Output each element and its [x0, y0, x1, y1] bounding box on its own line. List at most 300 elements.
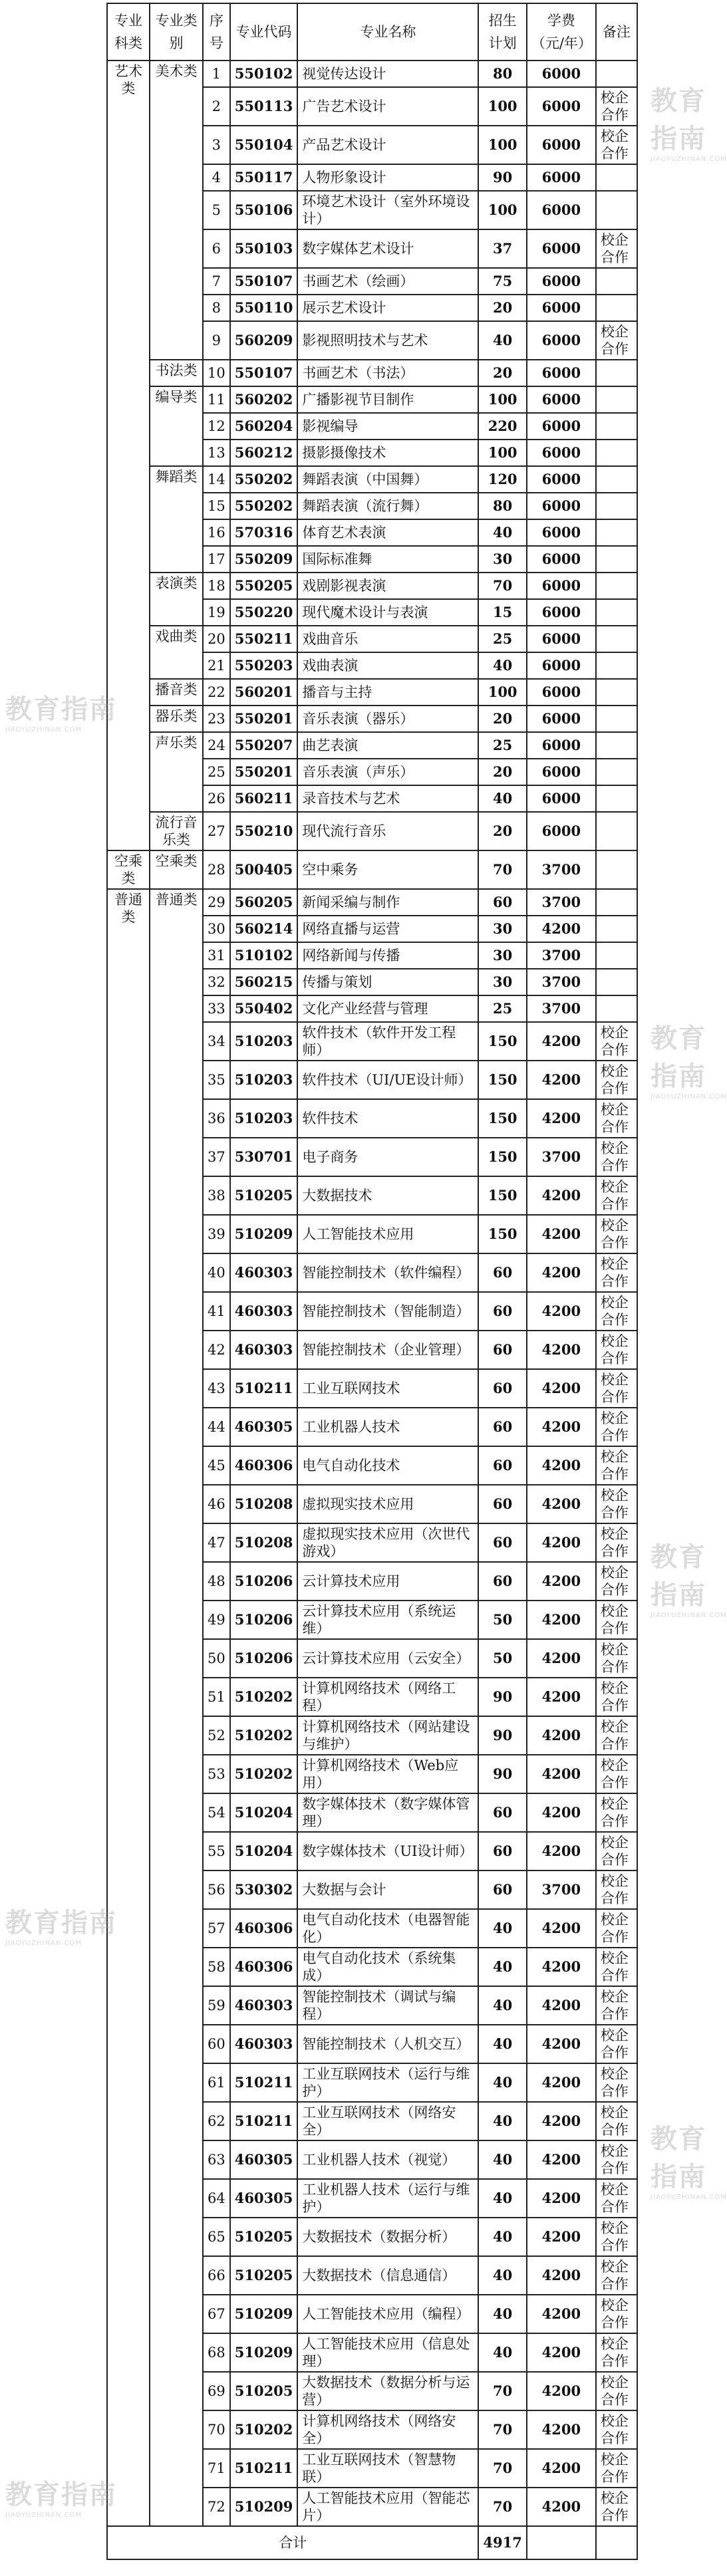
note-cell: 校企合作 — [596, 1138, 637, 1176]
fee-cell: 4200 — [527, 2140, 596, 2179]
major-class-cell: 空乘类 — [107, 850, 150, 889]
header-row — [107, 3, 637, 61]
fee-cell: 6000 — [527, 706, 596, 732]
name-cell: 录音技术与艺术 — [297, 785, 478, 812]
code-cell: 510206 — [230, 1639, 298, 1678]
code-cell: 510205 — [230, 2218, 298, 2256]
code-cell: 530302 — [230, 1870, 298, 1909]
table-row — [107, 573, 637, 599]
seq-cell: 53 — [203, 1755, 230, 1793]
note-cell — [596, 493, 637, 519]
code-cell: 550207 — [230, 732, 298, 759]
quota-cell: 40 — [478, 2256, 526, 2295]
fee-cell: 3700 — [527, 942, 596, 969]
note-cell: 校企合作 — [596, 1948, 637, 1986]
admissions-plan-table — [106, 3, 638, 2560]
total-row — [107, 2526, 637, 2559]
fee-cell: 4200 — [527, 1639, 596, 1678]
code-cell: 510208 — [230, 1485, 298, 1523]
quota-cell: 90 — [478, 1678, 526, 1716]
code-cell: 460303 — [230, 2025, 298, 2063]
name-cell: 戏剧影视表演 — [297, 573, 478, 599]
name-cell: 网络新闻与传播 — [297, 942, 478, 969]
note-cell: 校企合作 — [596, 1793, 637, 1832]
name-cell: 工业机器人技术（视觉） — [297, 2140, 478, 2179]
name-cell: 数字媒体技术（UI设计师） — [297, 1832, 478, 1870]
quota-cell: 30 — [478, 942, 526, 969]
code-cell: 560215 — [230, 969, 298, 995]
note-cell — [596, 759, 637, 785]
fee-cell: 4200 — [527, 1678, 596, 1716]
code-cell: 560202 — [230, 386, 298, 413]
seq-cell: 24 — [203, 732, 230, 759]
fee-cell: 4200 — [527, 1986, 596, 2025]
table-row — [107, 732, 637, 759]
fee-cell: 4200 — [527, 1369, 596, 1408]
quota-cell: 60 — [478, 889, 526, 916]
note-cell: 校企合作 — [596, 1832, 637, 1870]
note-cell: 校企合作 — [596, 2179, 637, 2218]
code-cell: 510205 — [230, 2256, 298, 2295]
note-cell: 校企合作 — [596, 2295, 637, 2333]
note-cell: 校企合作 — [596, 1870, 637, 1909]
seq-cell: 61 — [203, 2063, 230, 2102]
name-cell: 智能控制技术（智能制造） — [297, 1292, 478, 1331]
note-cell: 校企合作 — [596, 1562, 637, 1601]
code-cell: 550202 — [230, 466, 298, 493]
header-quota: 招生计划 — [478, 3, 526, 61]
note-cell: 校企合作 — [596, 2333, 637, 2372]
name-cell: 大数据技术（信息通信） — [297, 2256, 478, 2295]
seq-cell: 45 — [203, 1446, 230, 1485]
fee-cell: 4200 — [527, 1022, 596, 1061]
name-cell: 软件技术（UI/UE设计师） — [297, 1061, 478, 1099]
quota-cell: 60 — [478, 1485, 526, 1523]
code-cell: 560209 — [230, 321, 298, 360]
note-cell — [596, 679, 637, 706]
code-cell: 510203 — [230, 1061, 298, 1099]
name-cell: 大数据与会计 — [297, 1870, 478, 1909]
seq-cell: 34 — [203, 1022, 230, 1061]
name-cell: 书画艺术（绘画） — [297, 268, 478, 295]
name-cell: 现代流行音乐 — [297, 812, 478, 850]
quota-cell: 70 — [478, 2410, 526, 2449]
table-row — [107, 626, 637, 652]
watermark: 教育指南 JIAOYUZHINAN.COM — [651, 1542, 727, 1619]
seq-cell: 43 — [203, 1369, 230, 1408]
fee-cell: 4200 — [527, 1253, 596, 1292]
header-major-class: 专业科类 — [107, 3, 150, 61]
name-cell: 计算机网络技术（网络安全） — [297, 2410, 478, 2449]
seq-cell: 69 — [203, 2372, 230, 2410]
fee-cell: 6000 — [527, 191, 596, 229]
seq-cell: 35 — [203, 1061, 230, 1099]
code-cell: 550103 — [230, 229, 298, 268]
code-cell: 550220 — [230, 599, 298, 626]
fee-cell: 6000 — [527, 413, 596, 440]
note-cell: 校企合作 — [596, 1678, 637, 1716]
quota-cell: 100 — [478, 679, 526, 706]
code-cell: 550203 — [230, 652, 298, 679]
major-category-cell: 播音类 — [150, 679, 203, 706]
seq-cell: 72 — [203, 2488, 230, 2526]
fee-cell: 6000 — [527, 759, 596, 785]
major-class-cell: 普通类 — [107, 889, 150, 2526]
fee-cell: 6000 — [527, 652, 596, 679]
code-cell: 510211 — [230, 2102, 298, 2140]
name-cell: 曲艺表演 — [297, 732, 478, 759]
seq-cell: 58 — [203, 1948, 230, 1986]
fee-cell: 6000 — [527, 732, 596, 759]
note-cell: 校企合作 — [596, 1099, 637, 1138]
name-cell: 人工智能技术应用 — [297, 1215, 478, 1253]
code-cell: 550117 — [230, 164, 298, 191]
seq-cell: 48 — [203, 1562, 230, 1601]
note-cell — [596, 599, 637, 626]
total-fee-empty — [527, 2526, 596, 2559]
seq-cell: 32 — [203, 969, 230, 995]
seq-cell: 9 — [203, 321, 230, 360]
code-cell: 560205 — [230, 889, 298, 916]
watermark: 教育指南 JIAOYUZHINAN.COM — [5, 2480, 117, 2519]
note-cell: 校企合作 — [596, 1716, 637, 1755]
code-cell: 460305 — [230, 2179, 298, 2218]
quota-cell: 80 — [478, 61, 526, 87]
code-cell: 550210 — [230, 812, 298, 850]
note-cell: 校企合作 — [596, 2025, 637, 2063]
quota-cell: 20 — [478, 759, 526, 785]
note-cell — [596, 546, 637, 573]
header-seq: 序号 — [203, 3, 230, 61]
fee-cell: 4200 — [527, 1292, 596, 1331]
fee-cell: 4200 — [527, 2063, 596, 2102]
seq-cell: 11 — [203, 386, 230, 413]
note-cell: 校企合作 — [596, 126, 637, 164]
code-cell: 550201 — [230, 706, 298, 732]
quota-cell: 25 — [478, 732, 526, 759]
name-cell: 电子商务 — [297, 1138, 478, 1176]
quota-cell: 100 — [478, 126, 526, 164]
name-cell: 智能控制技术（调试与编程） — [297, 1986, 478, 2025]
seq-cell: 10 — [203, 360, 230, 386]
name-cell: 云计算技术应用（云安全） — [297, 1639, 478, 1678]
name-cell: 文化产业经营与管理 — [297, 995, 478, 1022]
note-cell: 校企合作 — [596, 2218, 637, 2256]
note-cell — [596, 889, 637, 916]
fee-cell: 4200 — [527, 1716, 596, 1755]
fee-cell: 3700 — [527, 850, 596, 889]
seq-cell: 17 — [203, 546, 230, 573]
fee-cell: 6000 — [527, 493, 596, 519]
fee-cell: 4200 — [527, 1523, 596, 1562]
quota-cell: 40 — [478, 785, 526, 812]
name-cell: 人工智能技术应用（信息处理） — [297, 2333, 478, 2372]
seq-cell: 7 — [203, 268, 230, 295]
table-row — [107, 889, 637, 916]
name-cell: 数字媒体技术（数字媒体管理） — [297, 1793, 478, 1832]
seq-cell: 36 — [203, 1099, 230, 1138]
fee-cell: 4200 — [527, 1793, 596, 1832]
table-row — [107, 360, 637, 386]
seq-cell: 46 — [203, 1485, 230, 1523]
note-cell: 校企合作 — [596, 1369, 637, 1408]
table-row — [107, 61, 637, 87]
name-cell: 云计算技术应用 — [297, 1562, 478, 1601]
name-cell: 空中乘务 — [297, 850, 478, 889]
fee-cell: 6000 — [527, 519, 596, 546]
header-fee: 学费（元/年） — [527, 3, 596, 61]
total-quota: 4917 — [478, 2526, 526, 2559]
table-row — [107, 466, 637, 493]
quota-cell: 40 — [478, 519, 526, 546]
seq-cell: 1 — [203, 61, 230, 87]
note-cell: 校企合作 — [596, 1639, 637, 1678]
quota-cell: 20 — [478, 295, 526, 321]
name-cell: 智能控制技术（人机交互） — [297, 2025, 478, 2063]
seq-cell: 42 — [203, 1331, 230, 1369]
quota-cell: 120 — [478, 466, 526, 493]
fee-cell: 3700 — [527, 1138, 596, 1176]
fee-cell: 6000 — [527, 164, 596, 191]
code-cell: 510211 — [230, 2063, 298, 2102]
fee-cell: 6000 — [527, 546, 596, 573]
name-cell: 软件技术 — [297, 1099, 478, 1138]
fee-cell: 4200 — [527, 1755, 596, 1793]
code-cell: 510209 — [230, 2295, 298, 2333]
code-cell: 550107 — [230, 360, 298, 386]
code-cell: 510205 — [230, 2372, 298, 2410]
code-cell: 550205 — [230, 573, 298, 599]
name-cell: 音乐表演（声乐） — [297, 759, 478, 785]
seq-cell: 55 — [203, 1832, 230, 1870]
note-cell: 校企合作 — [596, 1253, 637, 1292]
quota-cell: 150 — [478, 1176, 526, 1215]
seq-cell: 54 — [203, 1793, 230, 1832]
seq-cell: 16 — [203, 519, 230, 546]
code-cell: 550201 — [230, 759, 298, 785]
name-cell: 智能控制技术（企业管理） — [297, 1331, 478, 1369]
seq-cell: 22 — [203, 679, 230, 706]
seq-cell: 21 — [203, 652, 230, 679]
code-cell: 460306 — [230, 1909, 298, 1948]
seq-cell: 51 — [203, 1678, 230, 1716]
fee-cell: 4200 — [527, 916, 596, 942]
fee-cell: 4200 — [527, 2295, 596, 2333]
quota-cell: 40 — [478, 2140, 526, 2179]
name-cell: 工业互联网技术 — [297, 1369, 478, 1408]
major-category-cell: 表演类 — [150, 573, 203, 626]
note-cell — [596, 573, 637, 599]
quota-cell: 80 — [478, 493, 526, 519]
name-cell: 舞蹈表演（中国舞） — [297, 466, 478, 493]
watermark: 教育指南 JIAOYUZHINAN.COM — [651, 1023, 727, 1100]
quota-cell: 20 — [478, 812, 526, 850]
code-cell: 510205 — [230, 1176, 298, 1215]
seq-cell: 52 — [203, 1716, 230, 1755]
name-cell: 人工智能技术应用（编程） — [297, 2295, 478, 2333]
code-cell: 550102 — [230, 61, 298, 87]
fee-cell: 6000 — [527, 229, 596, 268]
seq-cell: 65 — [203, 2218, 230, 2256]
code-cell: 460303 — [230, 1253, 298, 1292]
header-major-category: 专业类别 — [150, 3, 203, 61]
fee-cell: 4200 — [527, 1601, 596, 1639]
fee-cell: 6000 — [527, 61, 596, 87]
fee-cell: 6000 — [527, 268, 596, 295]
name-cell: 戏曲音乐 — [297, 626, 478, 652]
name-cell: 电气自动化技术（系统集成） — [297, 1948, 478, 1986]
quota-cell: 40 — [478, 2179, 526, 2218]
note-cell: 校企合作 — [596, 321, 637, 360]
note-cell: 校企合作 — [596, 229, 637, 268]
note-cell: 校企合作 — [596, 1022, 637, 1061]
seq-cell: 41 — [203, 1292, 230, 1331]
fee-cell: 4200 — [527, 2488, 596, 2526]
code-cell: 550402 — [230, 995, 298, 1022]
name-cell: 虚拟现实技术应用 — [297, 1485, 478, 1523]
quota-cell: 150 — [478, 1215, 526, 1253]
code-cell: 550202 — [230, 493, 298, 519]
quota-cell: 37 — [478, 229, 526, 268]
name-cell: 书画艺术（书法） — [297, 360, 478, 386]
fee-cell: 6000 — [527, 386, 596, 413]
code-cell: 570316 — [230, 519, 298, 546]
note-cell — [596, 61, 637, 87]
name-cell: 播音与主持 — [297, 679, 478, 706]
note-cell: 校企合作 — [596, 1446, 637, 1485]
quota-cell: 100 — [478, 87, 526, 126]
name-cell: 展示艺术设计 — [297, 295, 478, 321]
note-cell: 校企合作 — [596, 2372, 637, 2410]
fee-cell: 4200 — [527, 2218, 596, 2256]
fee-cell: 6000 — [527, 599, 596, 626]
quota-cell: 30 — [478, 916, 526, 942]
note-cell — [596, 191, 637, 229]
note-cell: 校企合作 — [596, 2063, 637, 2102]
fee-cell: 6000 — [527, 573, 596, 599]
fee-cell: 6000 — [527, 321, 596, 360]
name-cell: 国际标准舞 — [297, 546, 478, 573]
fee-cell: 4200 — [527, 2410, 596, 2449]
seq-cell: 2 — [203, 87, 230, 126]
code-cell: 510206 — [230, 1562, 298, 1601]
note-cell: 校企合作 — [596, 87, 637, 126]
quota-cell: 60 — [478, 1793, 526, 1832]
name-cell: 计算机网络技术（Web应用） — [297, 1755, 478, 1793]
note-cell: 校企合作 — [596, 1061, 637, 1099]
table-body — [107, 61, 637, 2526]
major-category-cell: 空乘类 — [150, 850, 203, 889]
seq-cell: 47 — [203, 1523, 230, 1562]
fee-cell: 6000 — [527, 626, 596, 652]
quota-cell: 15 — [478, 599, 526, 626]
quota-cell: 220 — [478, 413, 526, 440]
fee-cell: 4200 — [527, 2256, 596, 2295]
fee-cell: 6000 — [527, 87, 596, 126]
name-cell: 影视编导 — [297, 413, 478, 440]
name-cell: 工业互联网技术（智慧物联） — [297, 2449, 478, 2488]
fee-cell: 6000 — [527, 679, 596, 706]
quota-cell: 150 — [478, 1138, 526, 1176]
code-cell: 560201 — [230, 679, 298, 706]
note-cell — [596, 164, 637, 191]
seq-cell: 15 — [203, 493, 230, 519]
table-row — [107, 850, 637, 889]
header-name: 专业名称 — [297, 3, 478, 61]
code-cell: 510209 — [230, 1215, 298, 1253]
code-cell: 550113 — [230, 87, 298, 126]
quota-cell: 70 — [478, 573, 526, 599]
code-cell: 460305 — [230, 2140, 298, 2179]
seq-cell: 40 — [203, 1253, 230, 1292]
seq-cell: 19 — [203, 599, 230, 626]
quota-cell: 150 — [478, 1022, 526, 1061]
name-cell: 产品艺术设计 — [297, 126, 478, 164]
note-cell — [596, 519, 637, 546]
seq-cell: 8 — [203, 295, 230, 321]
fee-cell: 4200 — [527, 1061, 596, 1099]
name-cell: 新闻采编与制作 — [297, 889, 478, 916]
seq-cell: 50 — [203, 1639, 230, 1678]
seq-cell: 63 — [203, 2140, 230, 2179]
seq-cell: 38 — [203, 1176, 230, 1215]
name-cell: 大数据技术（数据分析与运营） — [297, 2372, 478, 2410]
fee-cell: 4200 — [527, 1948, 596, 1986]
name-cell: 工业机器人技术 — [297, 1408, 478, 1446]
code-cell: 510202 — [230, 1716, 298, 1755]
note-cell — [596, 706, 637, 732]
quota-cell: 100 — [478, 440, 526, 466]
name-cell: 计算机网络技术（网站建设与维护） — [297, 1716, 478, 1755]
name-cell: 音乐表演（器乐） — [297, 706, 478, 732]
quota-cell: 40 — [478, 2063, 526, 2102]
seq-cell: 44 — [203, 1408, 230, 1446]
note-cell: 校企合作 — [596, 1909, 637, 1948]
major-category-cell: 普通类 — [150, 889, 203, 2526]
note-cell: 校企合作 — [596, 1755, 637, 1793]
seq-cell: 18 — [203, 573, 230, 599]
seq-cell: 27 — [203, 812, 230, 850]
quota-cell: 60 — [478, 1832, 526, 1870]
quota-cell: 60 — [478, 1870, 526, 1909]
code-cell: 560212 — [230, 440, 298, 466]
quota-cell: 25 — [478, 626, 526, 652]
note-cell: 校企合作 — [596, 2102, 637, 2140]
seq-cell: 26 — [203, 785, 230, 812]
seq-cell: 5 — [203, 191, 230, 229]
code-cell: 560214 — [230, 916, 298, 942]
seq-cell: 64 — [203, 2179, 230, 2218]
code-cell: 510203 — [230, 1022, 298, 1061]
fee-cell: 4200 — [527, 2179, 596, 2218]
fee-cell: 4200 — [527, 2449, 596, 2488]
quota-cell: 60 — [478, 1253, 526, 1292]
note-cell — [596, 916, 637, 942]
note-cell: 校企合作 — [596, 1523, 637, 1562]
seq-cell: 31 — [203, 942, 230, 969]
name-cell: 广告艺术设计 — [297, 87, 478, 126]
quota-cell: 50 — [478, 1639, 526, 1678]
note-cell — [596, 969, 637, 995]
seq-cell: 62 — [203, 2102, 230, 2140]
table-row — [107, 679, 637, 706]
quota-cell: 100 — [478, 191, 526, 229]
fee-cell: 3700 — [527, 1870, 596, 1909]
name-cell: 工业机器人技术（运行与维护） — [297, 2179, 478, 2218]
name-cell: 环境艺术设计（室外环境设计） — [297, 191, 478, 229]
name-cell: 现代魔术设计与表演 — [297, 599, 478, 626]
name-cell: 智能控制技术（软件编程） — [297, 1253, 478, 1292]
